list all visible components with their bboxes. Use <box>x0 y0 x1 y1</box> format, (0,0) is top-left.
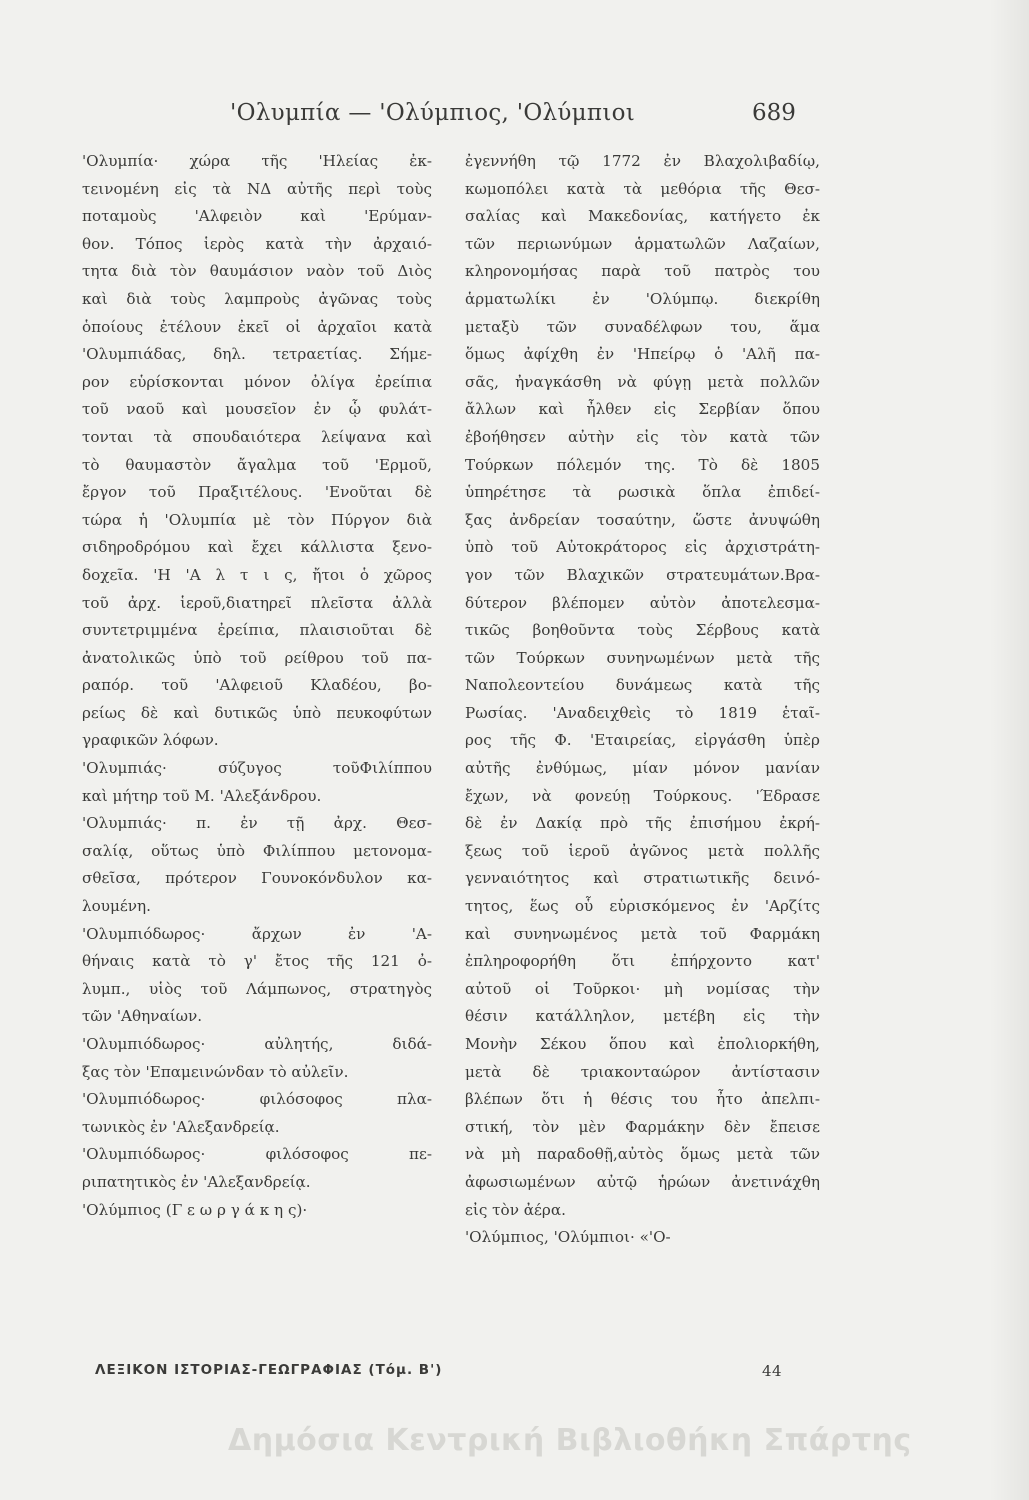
text-line: μετὰ δὲ τριακονταώρον ἀντίστασιν <box>465 1062 820 1081</box>
text-line: ἄλλων καὶ ἦλθεν εἰς Σερβίαν ὅπου <box>465 400 820 419</box>
text-line: ρος τῆς Φ. 'Εταιρείας, εἰργάσθη ὑπὲρ <box>465 731 820 750</box>
text-line: καὶ διὰ τοὺς λαμπροὺς ἀγῶνας τοὺς <box>82 289 432 308</box>
text-line: Μονὴν Σέκου ὅπου καὶ ἐπολιορκήθη, <box>465 1035 820 1053</box>
text-line: αὐτῆς ἐνθύμως, μίαν μόνον μανίαν <box>465 759 820 778</box>
signature-mark: 44 <box>762 1362 782 1380</box>
header-title: 'Ολυμπία — 'Ολύμπιος, 'Ολύμπιοι <box>230 100 636 126</box>
text-line: σαλίᾳ, οὕτως ὑπὸ Φιλίππου μετονομα- <box>82 841 432 860</box>
text-line: τεινομένη εἰς τὰ ΝΔ αὐτῆς περὶ τοὺς <box>82 179 432 198</box>
text-line: 'Ολύμπιος (Γ ε ω ρ γ ά κ η ς)· <box>82 1200 308 1219</box>
text-line: μεταξὺ τῶν συναδέλφων του, ἅμα <box>465 317 820 336</box>
text-line: καὶ συνηνωμένος μετὰ τοῦ Φαρμάκη <box>465 924 820 943</box>
text-line: τῶν 'Αθηναίων. <box>82 1007 203 1026</box>
text-line: δοχεῖα. 'Η 'Α λ τ ι ς, ἤτοι ὁ χῶρος <box>82 565 432 584</box>
text-line: γον τῶν Βλαχικῶν στρατευμάτων.Βρα- <box>465 565 820 584</box>
text-line: τητος, ἕως οὗ εὑρισκόμενος ἐν 'Αρζίτς <box>465 897 820 916</box>
text-line: ξας ἀνδρείαν τοσαύτην, ὥστε ἀνυψώθη <box>465 510 820 529</box>
text-line: στική, τὸν μὲν Φαρμάκην δὲν ἔπεισε <box>465 1117 820 1136</box>
text-line: ξας τὸν 'Επαμεινώνδαν τὸ αὐλεῖν. <box>82 1062 349 1081</box>
text-line: λυμπ., υἱὸς τοῦ Λάμπωνος, στρατηγὸς <box>82 979 432 998</box>
text-line: 'Ολύμπιος, 'Ολύμπιοι· «'Ο- <box>465 1228 671 1247</box>
text-line: 'Ολυμπιόδωρος· φιλόσοφος πε- <box>82 1145 432 1164</box>
text-line: κωμοπόλει κατὰ τὰ μεθόρια τῆς Θεσ- <box>465 179 820 198</box>
text-line: ρον εὑρίσκονται μόνον ὀλίγα ἐρείπια <box>82 372 432 391</box>
text-line: σιδηροδρόμου καὶ ἔχει κάλλιστα ξενο- <box>82 538 432 557</box>
text-line: σθεῖσα, πρότερον Γουνοκόνδυλον κα- <box>82 869 432 888</box>
text-line: 'Ολυμπιόδωρος· ἄρχων ἐν 'Α- <box>82 924 432 943</box>
text-line: δύτερον βλέπομεν αὐτὸν ἀποτελεσμα- <box>465 593 820 612</box>
text-line: ρείως δὲ καὶ δυτικῶς ὑπὸ πευκοφύτων <box>82 703 432 722</box>
text-line: ριπατητικὸς ἐν 'Αλεξανδρείᾳ. <box>82 1172 311 1191</box>
library-watermark: Δημόσια Κεντρική Βιβλιοθήκη Σπάρτης <box>228 1423 912 1458</box>
text-line: καὶ μήτηρ τοῦ Μ. 'Αλεξάνδρου. <box>82 786 322 805</box>
text-line: θήναις κατὰ τὸ γ' ἔτος τῆς 121 ὀ- <box>82 952 432 971</box>
text-line: θέσιν κατάλληλον, μετέβη εἰς τὴν <box>465 1007 820 1026</box>
page-number: 689 <box>752 100 796 126</box>
text-line: τῶν Τούρκων συνηνωμένων μετὰ τῆς <box>465 648 820 667</box>
text-line: ποταμοὺς 'Αλφειὸν καὶ 'Ερύμαν- <box>82 207 432 226</box>
text-line: 'Ολυμπιάς· π. ἐν τῇ ἀρχ. Θεσ- <box>82 814 432 833</box>
text-line: γραφικῶν λόφων. <box>82 731 219 750</box>
text-line: λουμένη. <box>82 897 151 916</box>
text-line: σαλίας καὶ Μακεδονίας, κατήγετο ἐκ <box>465 207 820 226</box>
right-column <box>465 148 820 1252</box>
text-line: συντετριμμένα ἐρείπια, πλαισιοῦται δὲ <box>82 621 432 640</box>
text-line: ἁρματωλίκι ἐν 'Ολύμπῳ. διεκρίθη <box>465 289 820 308</box>
text-line: τονται τὰ σπουδαιότερα λείψανα καὶ <box>82 427 432 446</box>
running-header <box>0 100 1029 140</box>
text-line: τωνικὸς ἐν 'Αλεξανδρείᾳ. <box>82 1117 280 1136</box>
footer-title: ΛΕΞΙΚΟΝ ΙΣΤΟΡΙΑΣ-ΓΕΩΓΡΑΦΙΑΣ (Τόμ. Β') <box>95 1362 443 1378</box>
page-edge-shadow <box>989 0 1029 1500</box>
text-line: κληρονομήσας παρὰ τοῦ πατρὸς του <box>465 262 820 281</box>
text-line: τικῶς βοηθοῦντα τοὺς Σέρβους κατὰ <box>465 621 820 640</box>
text-line: ὅμως ἀφίχθη ἐν 'Ηπείρῳ ὁ 'Αλῆ πα- <box>465 345 820 364</box>
text-line: τοῦ ναοῦ καὶ μουσεῖον ἐν ᾧ φυλάτ- <box>82 400 432 419</box>
text-line: ἐπληροφορήθη ὅτι ἐπήρχοντο κατ' <box>465 952 820 971</box>
page-footer <box>95 1362 835 1392</box>
text-line: ἐβοήθησεν αὐτὴν εἰς τὸν κατὰ τῶν <box>465 427 820 446</box>
text-line: Τούρκων πόλεμόν της. Τὸ δὲ 1805 <box>465 455 820 474</box>
text-line: 'Ολυμπιόδωρος· φιλόσοφος πλα- <box>82 1090 432 1109</box>
text-line: θον. Τόπος ἱερὸς κατὰ τὴν ἀρχαιό- <box>82 234 432 253</box>
text-line: τοῦ ἀρχ. ἱεροῦ,διατηρεῖ πλεῖστα ἀλλὰ <box>82 593 432 612</box>
text-line: εἰς τὸν ἀέρα. <box>465 1200 566 1219</box>
text-line: 'Ολυμπιάδας, δηλ. τετραετίας. Σήμε- <box>82 345 432 364</box>
text-line: αὐτοῦ οἱ Τοῦρκοι· μὴ νομίσας τὴν <box>465 979 820 998</box>
text-line: ἔργον τοῦ Πραξιτέλους. 'Ενοῦται δὲ <box>82 483 432 502</box>
text-line: Ρωσίας. 'Αναδειχθεὶς τὸ 1819 ἑταῖ- <box>465 703 820 722</box>
text-line: τητα διὰ τὸν θαυμάσιον ναὸν τοῦ Διὸς <box>82 262 432 281</box>
text-line: τὸ θαυμαστὸν ἄγαλμα τοῦ 'Ερμοῦ, <box>82 455 432 474</box>
text-line: δὲ ἐν Δακίᾳ πρὸ τῆς ἐπισήμου ἐκρή- <box>465 814 820 833</box>
text-line: ἀνατολικῶς ὑπὸ τοῦ ρείθρου τοῦ πα- <box>82 648 432 667</box>
text-line: σᾶς, ἠναγκάσθη νὰ φύγῃ μετὰ πολλῶν <box>465 372 820 391</box>
text-line: ἔχων, νὰ φονεύῃ Τούρκους. 'Έδρασε <box>465 786 820 805</box>
text-line: βλέπων ὅτι ἡ θέσις του ἦτο ἀπελπι- <box>465 1090 820 1109</box>
text-line: ὑπὸ τοῦ Αὐτοκράτορος εἰς ἀρχιστράτη- <box>465 538 820 557</box>
text-line: ἐγεννήθη τῷ 1772 ἐν Βλαχολιβαδίῳ, <box>465 152 820 170</box>
text-line: ραπόρ. τοῦ 'Αλφειοῦ Κλαδέου, βο- <box>82 676 432 695</box>
text-line: 'Ολυμπιάς· σύζυγος τοῦΦιλίππου <box>82 759 432 778</box>
text-line: τῶν περιωνύμων ἁρματωλῶν Λαζαίων, <box>465 234 820 253</box>
text-line: ξεως τοῦ ἱεροῦ ἀγῶνος μετὰ πολλῆς <box>465 841 820 860</box>
text-line: 'Ολυμπία· χώρα τῆς 'Ηλείας ἐκ- <box>82 152 432 170</box>
text-line: νὰ μὴ παραδοθῇ,αὐτὸς ὅμως μετὰ τῶν <box>465 1145 820 1164</box>
text-line: ὁποίους ἐτέλουν ἐκεῖ οἱ ἀρχαῖοι κατὰ <box>82 317 432 336</box>
text-line: Ναπολεοντείου δυνάμεως κατὰ τῆς <box>465 676 820 695</box>
text-line: ἀφωσιωμένων αὐτῷ ἡρώων ἀνετινάχθη <box>465 1172 820 1191</box>
text-line: τώρα ἡ 'Ολυμπία μὲ τὸν Πύργον διὰ <box>82 510 432 529</box>
text-line: γενναιότητος καὶ στρατιωτικῆς δεινό- <box>465 869 820 888</box>
text-line: ὑπηρέτησε τὰ ρωσικὰ ὅπλα ἐπιδεί- <box>465 483 820 502</box>
text-line: 'Ολυμπιόδωρος· αὐλητής, διδά- <box>82 1035 432 1053</box>
left-column <box>82 148 432 1224</box>
